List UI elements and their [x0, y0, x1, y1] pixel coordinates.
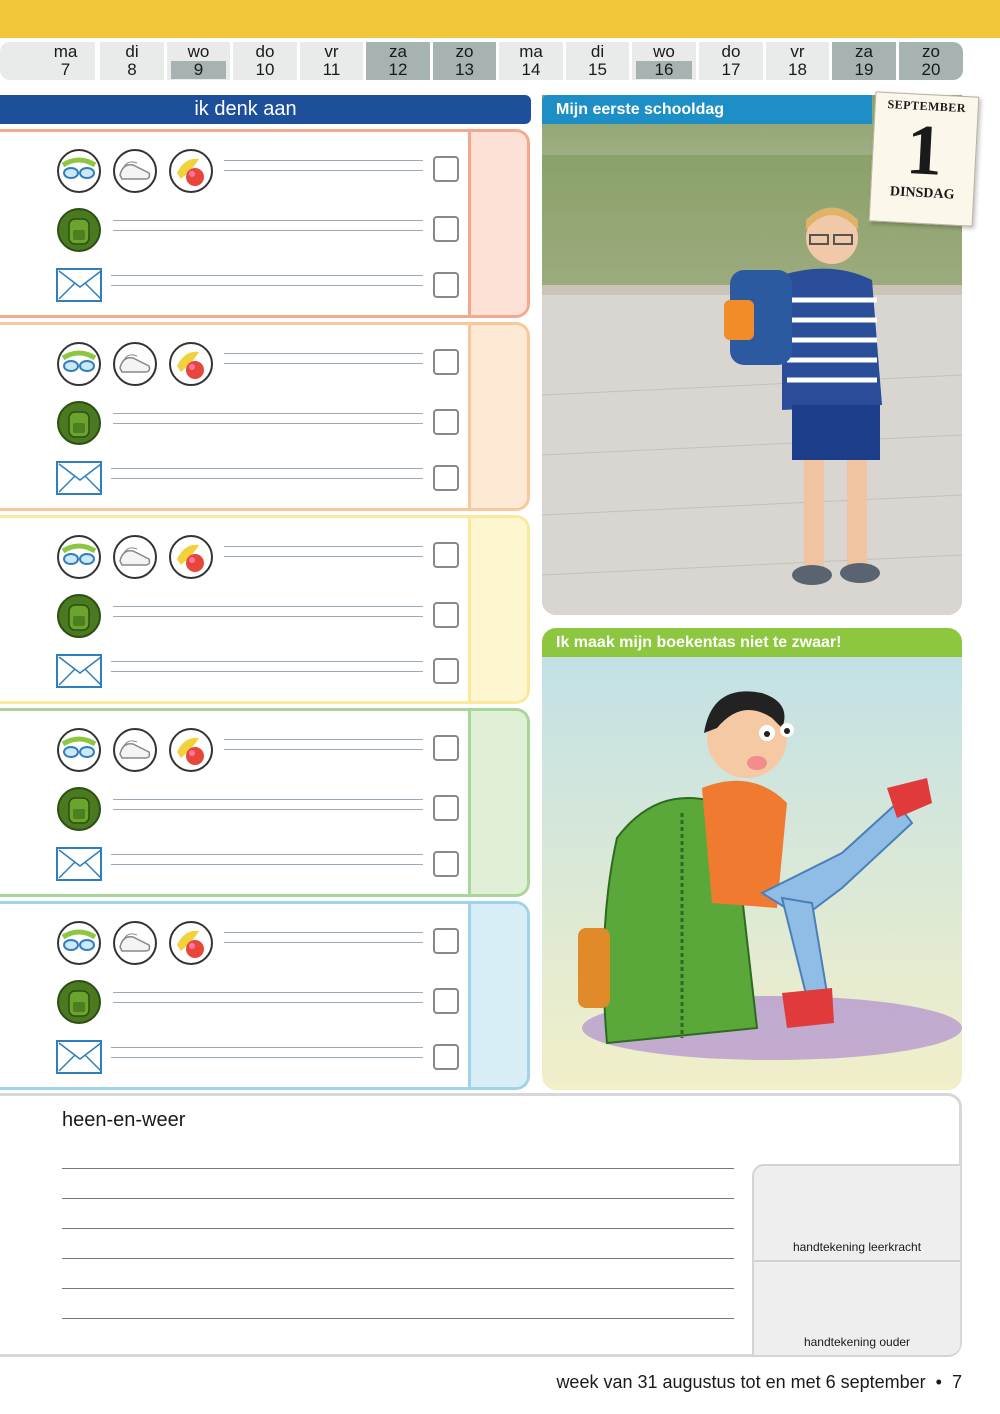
day-block	[0, 322, 530, 511]
writing-line[interactable]	[224, 363, 423, 364]
fruit-icon	[169, 342, 213, 386]
calendar-day-name: ma	[53, 42, 78, 61]
swim-goggles-icon	[57, 535, 101, 579]
fruit-icon	[169, 535, 213, 579]
calendar-day-name: za	[389, 42, 407, 61]
task-checkbox[interactable]	[433, 851, 459, 877]
backpack-icon	[57, 401, 101, 445]
backpack-icon	[57, 787, 101, 831]
writing-line[interactable]	[111, 285, 423, 286]
calendar-day-number: 10	[255, 60, 275, 79]
day-block	[0, 129, 530, 318]
calendar-day-name: zo	[922, 42, 940, 61]
calendar-day-number: 9	[171, 61, 226, 79]
writing-line[interactable]	[224, 749, 423, 750]
calendar-day-name: do	[255, 42, 275, 61]
heen-en-weer-section	[0, 1093, 962, 1357]
swim-goggles-icon	[57, 149, 101, 193]
backpack-icon	[57, 980, 101, 1024]
calendar-day	[632, 42, 696, 80]
gym-shoes-icon	[113, 921, 157, 965]
writing-line[interactable]	[113, 220, 423, 221]
writing-line[interactable]	[113, 413, 423, 414]
gym-shoes-icon	[113, 728, 157, 772]
swim-goggles-icon	[57, 342, 101, 386]
day-block-tint	[471, 904, 527, 1087]
writing-line[interactable]	[62, 1318, 734, 1319]
calendar-day-number: 12	[388, 60, 408, 79]
writing-line[interactable]	[111, 671, 423, 672]
footer-week-text: week van 31 augustus tot en met 6 september	[556, 1372, 926, 1392]
writing-line[interactable]	[113, 992, 423, 993]
calendar-leaf-weekday: DINSDAG	[889, 184, 955, 203]
calendar-day	[366, 42, 430, 80]
writing-line[interactable]	[111, 661, 423, 662]
parent-signature-label: handtekening ouder	[803, 1335, 911, 1349]
swim-goggles-icon	[57, 921, 101, 965]
calendar-day-number: 16	[636, 61, 692, 79]
backpack-icon	[57, 594, 101, 638]
task-checkbox[interactable]	[433, 988, 459, 1014]
calendar-day-number: 15	[588, 60, 607, 79]
writing-line[interactable]	[111, 854, 423, 855]
day-block-tint	[471, 325, 527, 508]
backpack-icon	[57, 208, 101, 252]
calendar-day	[899, 42, 963, 80]
writing-line[interactable]	[62, 1258, 734, 1259]
task-checkbox[interactable]	[433, 156, 459, 182]
writing-line[interactable]	[113, 616, 423, 617]
calendar-day-number: 7	[60, 60, 71, 79]
calendar-day-number: 11	[322, 60, 341, 79]
writing-line[interactable]	[62, 1168, 734, 1169]
calendar-day-name: do	[721, 42, 741, 61]
day-block-tint	[471, 132, 527, 315]
writing-line[interactable]	[62, 1288, 734, 1289]
illustration-title: Ik maak mijn boekentas niet te zwaar!	[542, 628, 962, 657]
calendar-day-name: za	[855, 42, 873, 61]
day-block	[0, 901, 530, 1090]
calendar-day-name: ma	[519, 42, 543, 61]
envelope-icon	[56, 268, 102, 302]
calendar-day-number: 18	[788, 60, 807, 79]
swim-goggles-icon	[57, 728, 101, 772]
calendar-day-name: vr	[790, 42, 805, 61]
fruit-icon	[169, 728, 213, 772]
writing-line[interactable]	[111, 468, 423, 469]
writing-line[interactable]	[224, 170, 423, 171]
calendar-day	[433, 42, 496, 80]
writing-line[interactable]	[113, 799, 423, 800]
remember-header: ik denk aan	[0, 95, 531, 124]
teacher-signature-box[interactable]	[752, 1164, 960, 1262]
calendar-day	[0, 42, 95, 80]
writing-line[interactable]	[62, 1198, 734, 1199]
calendar-day-name: vr	[324, 42, 339, 61]
page-footer: week van 31 augustus tot en met 6 september • 7	[556, 1372, 962, 1392]
writing-line[interactable]	[111, 275, 423, 276]
task-checkbox[interactable]	[433, 542, 459, 568]
writing-line[interactable]	[111, 478, 423, 479]
task-checkbox[interactable]	[433, 602, 459, 628]
calendar-day	[300, 42, 363, 80]
writing-line[interactable]	[224, 160, 423, 161]
writing-line[interactable]	[224, 546, 423, 547]
calendar-day	[167, 42, 230, 80]
calendar-day	[233, 42, 297, 80]
day-block	[0, 708, 530, 897]
fruit-icon	[169, 921, 213, 965]
writing-line[interactable]	[224, 932, 423, 933]
task-checkbox[interactable]	[433, 465, 459, 491]
week-calendar-strip	[0, 42, 966, 80]
envelope-icon	[56, 654, 102, 688]
calendar-day	[766, 42, 829, 80]
writing-line[interactable]	[62, 1228, 734, 1229]
writing-line[interactable]	[111, 1057, 423, 1058]
calendar-day-name: wo	[187, 42, 210, 61]
task-checkbox[interactable]	[433, 409, 459, 435]
gym-shoes-icon	[113, 149, 157, 193]
writing-line[interactable]	[224, 739, 423, 740]
calendar-day	[499, 42, 563, 80]
task-checkbox[interactable]	[433, 928, 459, 954]
writing-line[interactable]	[111, 864, 423, 865]
calendar-day-name: zo	[455, 42, 474, 61]
calendar-day	[566, 42, 629, 80]
writing-line[interactable]	[224, 353, 423, 354]
task-checkbox[interactable]	[433, 216, 459, 242]
parent-signature-box[interactable]	[752, 1262, 960, 1357]
top-color-bar	[0, 0, 1000, 38]
photo-title: Mijn eerste schooldag	[542, 95, 872, 124]
task-checkbox[interactable]	[433, 658, 459, 684]
gym-shoes-icon	[113, 535, 157, 579]
gym-shoes-icon	[113, 342, 157, 386]
calendar-day	[100, 42, 164, 80]
day-block-tint	[471, 711, 527, 894]
calendar-day-number: 14	[521, 60, 541, 79]
writing-line[interactable]	[113, 606, 423, 607]
writing-line[interactable]	[113, 423, 423, 424]
calendar-day-number: 8	[127, 60, 137, 79]
calendar-day	[699, 42, 763, 80]
task-checkbox[interactable]	[433, 272, 459, 298]
calendar-leaf	[869, 91, 980, 226]
calendar-day	[832, 42, 896, 80]
task-checkbox[interactable]	[433, 735, 459, 761]
calendar-day-number: 17	[721, 60, 741, 79]
calendar-day-name: wo	[653, 42, 675, 61]
calendar-day-number: 20	[921, 60, 941, 79]
calendar-leaf-day: 1	[904, 109, 945, 191]
writing-line[interactable]	[113, 1002, 423, 1003]
task-checkbox[interactable]	[433, 349, 459, 375]
boy-with-bag-drawing	[542, 628, 962, 1090]
calendar-day-number: 19	[854, 60, 874, 79]
calendar-leaf-month: SEPTEMBER	[887, 97, 967, 116]
calendar-day-number: 13	[455, 60, 474, 79]
teacher-signature-label: handtekening leerkracht	[792, 1240, 922, 1254]
task-checkbox[interactable]	[433, 795, 459, 821]
page-number: 7	[951, 1372, 962, 1392]
writing-line[interactable]	[111, 1047, 423, 1048]
task-checkbox[interactable]	[433, 1044, 459, 1070]
writing-line[interactable]	[224, 556, 423, 557]
heavy-bag-illustration	[542, 628, 962, 1090]
fruit-icon	[169, 149, 213, 193]
calendar-day-name: di	[125, 42, 139, 61]
day-block-tint	[471, 518, 527, 701]
heen-en-weer-label: heen-en-weer	[62, 1109, 186, 1131]
calendar-day-name: di	[590, 42, 605, 61]
envelope-icon	[56, 847, 102, 881]
writing-line[interactable]	[113, 230, 423, 231]
envelope-icon	[56, 461, 102, 495]
writing-line[interactable]	[224, 942, 423, 943]
writing-line[interactable]	[113, 809, 423, 810]
envelope-icon	[56, 1040, 102, 1074]
day-block	[0, 515, 530, 704]
